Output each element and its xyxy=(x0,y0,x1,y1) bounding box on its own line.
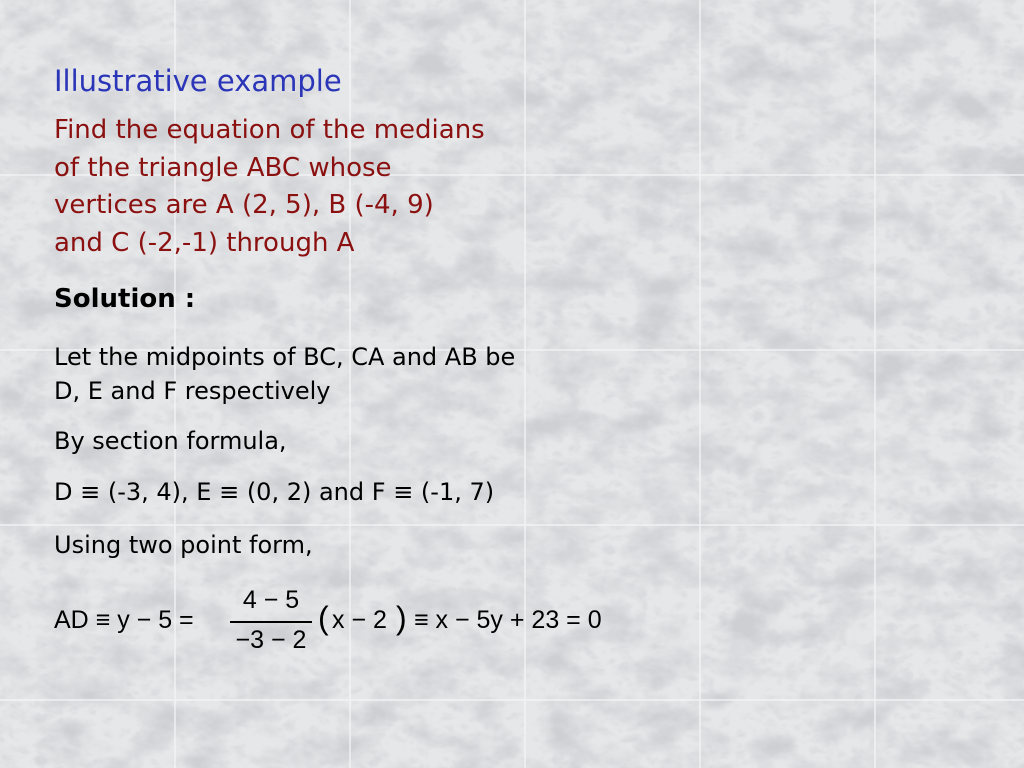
close-paren: ) xyxy=(396,600,407,636)
problem-line: Find the equation of the medians xyxy=(54,115,485,145)
problem-line: of the triangle ABC whose xyxy=(54,152,392,183)
midpoint-values: D ≡ (-3, 4), E ≡ (0, 2) and F ≡ (-1, 7) xyxy=(54,478,495,506)
equation-result: ≡ x − 5y + 23 = 0 xyxy=(414,606,602,634)
two-point-form-paragraph: Using two point form, xyxy=(54,531,313,559)
paragraph-line: Let the midpoints of BC, CA and AB be xyxy=(54,343,516,371)
fraction-denominator: −3 − 2 xyxy=(235,626,307,654)
paragraph-line: D, E and F respectively xyxy=(54,377,331,405)
open-paren: ( xyxy=(318,600,329,636)
fraction-numerator: 4 − 5 xyxy=(242,586,300,614)
slide-title: Illustrative example xyxy=(54,64,342,98)
section-formula-paragraph: By section formula, xyxy=(54,427,287,455)
midpoints-paragraph xyxy=(54,340,515,408)
problem-line: and C (-2,-1) through A xyxy=(54,227,355,258)
equation-factor: x − 2 xyxy=(332,606,387,634)
equation-lhs: AD ≡ y − 5 = xyxy=(54,606,194,634)
problem-statement xyxy=(54,112,485,262)
solution-heading: Solution : xyxy=(54,284,196,314)
problem-line: vertices are A (2, 5), B (-4, 9) xyxy=(54,190,434,220)
fraction-bar xyxy=(230,621,312,623)
